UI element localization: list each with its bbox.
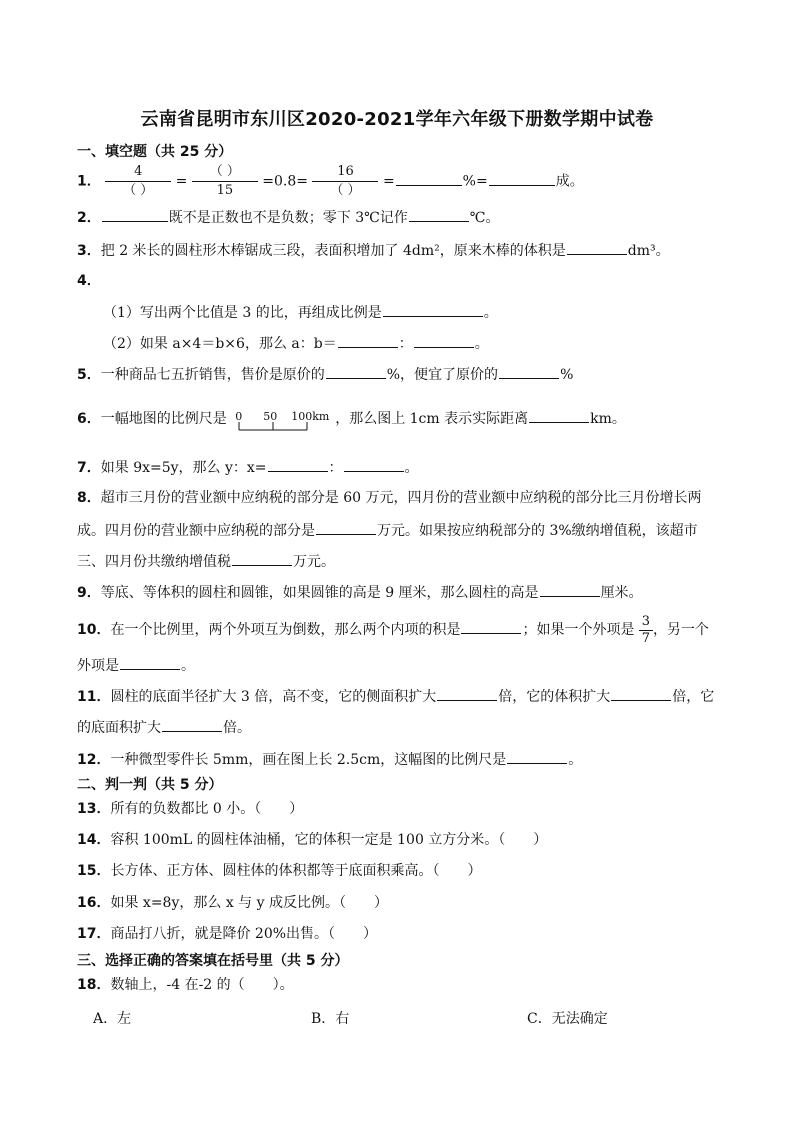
question-text: 的底面积扩大 — [77, 720, 161, 736]
choice-option-c[interactable]: C．无法确定 — [527, 1011, 608, 1027]
question-18 — [77, 976, 754, 994]
answer-blank[interactable] — [437, 686, 497, 701]
question-text[interactable]: 如果 x=8y，那么 x 与 y 成反比例。（ ） — [110, 895, 388, 911]
fraction-2 — [192, 164, 258, 199]
text: %，便宜了原价的 — [386, 367, 499, 383]
section-heading-true-false: 二、判一判（共 5 分） — [77, 777, 223, 793]
equals-sign: = — [175, 173, 188, 190]
scale-ruler — [237, 418, 329, 434]
question-10 — [77, 613, 754, 647]
answer-blank[interactable] — [344, 457, 404, 472]
question-3 — [77, 240, 754, 260]
question-number: 14． — [77, 832, 111, 848]
question-text: 倍，它的体积扩大 — [498, 689, 611, 705]
question-text: 万元。如果按应纳税部分的 3%缴纳增值税，该超市 — [377, 523, 698, 539]
question-9 — [77, 582, 754, 602]
question-7 — [77, 457, 754, 477]
question-4 — [77, 272, 754, 290]
scale-label: 0 — [235, 410, 243, 423]
scale-label: 50 — [263, 410, 278, 423]
text: 成。 — [555, 173, 584, 190]
question-number: 1． — [77, 173, 101, 190]
fraction-denominator-blank[interactable]: （ ） — [330, 183, 361, 198]
question-text: 既不是正数也不是负数；零下 3℃记作 — [168, 210, 408, 226]
question-text: 一幅地图的比例尺是 — [100, 411, 227, 427]
question-14 — [77, 831, 754, 849]
question-text: 超市三月份的营业额中应纳税的部分是 60 万元，四月份的营业额中应纳税的部分比三月份增长两 — [100, 490, 702, 506]
text: ： — [398, 336, 413, 352]
text: ： — [328, 460, 343, 476]
question-text: （2）如果 a×4＝b×6，那么 a：b＝ — [103, 336, 337, 352]
question-4-part-2 — [103, 333, 754, 353]
map-scale-bar — [237, 404, 329, 434]
question-number: 5． — [77, 367, 101, 383]
text: 厘米。 — [600, 585, 643, 601]
scale-label: 100km — [291, 410, 330, 423]
question-text: 一种商品七五折销售，售价是原价的 — [100, 367, 325, 383]
question-11 — [77, 686, 754, 706]
answer-blank[interactable] — [507, 749, 567, 764]
answer-blank[interactable] — [414, 333, 474, 348]
question-text: 圆柱的底面半径扩大 3 倍，高不变，它的侧面积扩大 — [110, 689, 437, 705]
choice-option-a[interactable]: A．左 — [93, 1011, 132, 1027]
answer-blank[interactable] — [102, 207, 168, 222]
question-number: 16． — [77, 895, 111, 911]
fraction-numerator: 3 — [641, 613, 651, 629]
question-number: 10． — [77, 622, 111, 638]
answer-blank[interactable] — [162, 717, 222, 732]
answer-blank[interactable] — [268, 457, 328, 472]
question-text: 倍，它 — [672, 689, 715, 705]
question-number: 12． — [77, 752, 111, 768]
question-10-line-2 — [77, 655, 754, 675]
choice-option-b[interactable]: B．右 — [311, 1011, 350, 1027]
question-text[interactable]: 商品打八折，就是降价 20%出售。（ ） — [110, 926, 378, 942]
question-6 — [77, 404, 754, 434]
question-number: 7． — [77, 460, 101, 476]
text: 。 — [474, 336, 489, 352]
text: 。 — [568, 752, 583, 768]
question-text: （1）写出两个比值是 3 的比，再组成比例是 — [103, 305, 382, 321]
question-text[interactable]: 容积 100mL 的圆柱体油桶，它的体积一定是 100 立方分米。（ ） — [110, 832, 548, 848]
question-text: 把 2 米长的圆柱形木棒锯成三段，表面积增加了 4dm²，原来木棒的体积是 — [100, 243, 566, 259]
question-number: 9． — [77, 585, 101, 601]
question-4-part-1 — [103, 302, 754, 322]
question-text[interactable]: 所有的负数都比 0 小。（ ） — [110, 801, 304, 817]
fraction-1 — [105, 164, 171, 199]
question-2 — [77, 207, 754, 227]
question-number: 18． — [77, 977, 111, 993]
question-16 — [77, 894, 754, 912]
question-text: ，那么图上 1cm 表示实际距离 — [335, 411, 529, 427]
question-text: 在一个比例里，两个外项互为倒数，那么两个内项的积是 — [110, 622, 461, 638]
question-text: 数轴上，-4 在-2 的（ ）。 — [110, 977, 294, 993]
fraction-denominator-blank[interactable]: （ ） — [123, 183, 154, 198]
fraction-denominator: 7 — [641, 630, 651, 646]
question-number: 15． — [77, 863, 111, 879]
question-11-line-2 — [77, 717, 754, 737]
fraction-numerator: 16 — [337, 164, 354, 179]
question-number: 3． — [77, 243, 101, 259]
text: km。 — [590, 411, 626, 427]
text: % — [560, 367, 574, 383]
text: ℃。 — [469, 210, 500, 226]
fraction-three-sevenths — [639, 615, 653, 646]
question-text: 外项是 — [77, 658, 119, 674]
question-text: 三、四月份共缴纳增值税 — [77, 554, 231, 570]
percent-text: %= — [462, 173, 488, 190]
question-number: 11． — [77, 689, 111, 705]
question-12 — [77, 749, 754, 769]
text: dm³。 — [627, 243, 670, 259]
question-text: 成。四月份的营业额中应纳税的部分是 — [77, 523, 315, 539]
equals-text: =0.8= — [262, 173, 309, 190]
question-8-line-3 — [77, 551, 754, 571]
question-number: 17． — [77, 926, 111, 942]
question-text: 如果 9x=5y，那么 y：x= — [100, 460, 267, 476]
question-number: 8． — [77, 490, 101, 506]
equals-sign: = — [382, 173, 395, 190]
text: 万元。 — [293, 554, 335, 570]
question-text: ；如果一个外项是 — [522, 622, 635, 638]
question-number: 2． — [77, 210, 101, 226]
question-number: 13． — [77, 801, 111, 817]
answer-blank[interactable] — [540, 582, 600, 597]
answer-blank[interactable] — [383, 302, 483, 317]
answer-blank[interactable] — [409, 207, 469, 222]
answer-blank[interactable] — [326, 364, 386, 379]
answer-blank[interactable] — [396, 171, 462, 186]
answer-blank[interactable] — [489, 171, 555, 186]
text: 。 — [404, 460, 419, 476]
answer-blank[interactable] — [529, 408, 589, 423]
question-number: 6． — [77, 411, 101, 427]
question-number: 4． — [77, 273, 101, 289]
section-heading-fill-in: 一、填空题（共 25 分） — [77, 144, 233, 160]
question-13 — [77, 800, 754, 818]
answer-blank[interactable] — [232, 551, 292, 566]
page-title: 云南省昆明市东川区2020-2021学年六年级下册数学期中试卷 — [140, 109, 654, 130]
text: 。 — [181, 658, 195, 674]
question-text[interactable]: 长方体、正方体、圆柱体的体积都等于底面积乘高。（ ） — [110, 863, 482, 879]
question-5 — [77, 364, 754, 384]
answer-blank[interactable] — [338, 333, 398, 348]
answer-blank[interactable] — [499, 364, 559, 379]
fraction-3 — [312, 164, 378, 199]
answer-blank[interactable] — [567, 240, 627, 255]
question-1 — [77, 164, 754, 199]
text: 倍。 — [223, 720, 251, 736]
answer-blank[interactable] — [316, 520, 376, 535]
question-8-line-2 — [77, 520, 754, 540]
answer-blank[interactable] — [461, 619, 521, 634]
text: 。 — [483, 305, 498, 321]
answer-blank[interactable] — [611, 686, 671, 701]
fraction-numerator-blank[interactable]: （ ） — [209, 164, 240, 179]
question-8-line-1 — [77, 489, 754, 507]
question-text: 一种微型零件长 5mm，画在图上长 2.5cm，这幅图的比例尺是 — [110, 752, 507, 768]
answer-blank[interactable] — [120, 655, 180, 670]
question-text: ，另一个 — [652, 622, 709, 638]
question-17 — [77, 925, 754, 943]
question-15 — [77, 862, 754, 880]
fraction-denominator: 15 — [216, 183, 234, 198]
section-heading-multiple-choice: 三、选择正确的答案填在括号里（共 5 分） — [77, 953, 349, 969]
question-text: 等底、等体积的圆柱和圆锥，如果圆锥的高是 9 厘米，那么圆柱的高是 — [100, 585, 539, 601]
fraction-numerator: 4 — [134, 164, 143, 179]
